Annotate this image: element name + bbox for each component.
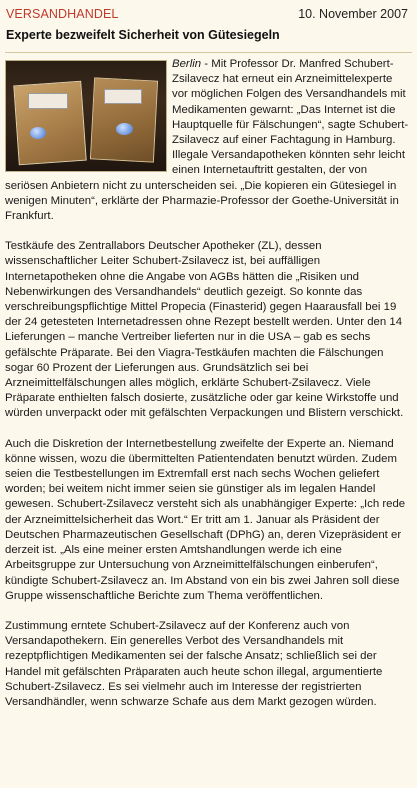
article-header — [5, 6, 412, 25]
paragraph-1-text: - Mit Professor Dr. Manfred Schubert-Zsilavecz hat erneut ein Arzneimittelexperte vor möglichen Folgen des Versandhandels mit Medikamenten gewarnt: „Das Internet ist die Hauptquelle für Fälschungen“, sagte Schubert-Zsilavecz auf einer Fachtagung in Hamburg. Illegale Versandapotheken könnten sehr leicht einen Internetauftritt gestalten, der von seriösen Anbietern nicht zu unterscheiden sei. „Die kopieren ein Gütesiegel in wenigen Minuten“, erklärte der Pharmazie-Professor der Goethe-Universität in Frankfurt. — [5, 58, 409, 223]
paragraph-2: Testkäufe des Zentrallabors Deutscher Apotheker (ZL), dessen wissenschaftlicher Leiter Schubert-Zsilavecz ist, bei auffälligen Internetapotheken ohne die Angabe von AGBs hätten die „Risiken und Nebenwirkungen des Versandhandels“ deutlich gezeigt. So konnte das verschreibungspflichtige Mittel Propecia (Finasterid) gegen Haarausfall bei 19 der 24 getesteten Internetadressen ohne Rezept bestellt werden. Unter den 14 Lieferungen – manche Vertreiber lieferten nur in die USA – gab es sechs gefälschte Präparate. Bei den Viagra-Testkäufen machten die Fälschungen sogar 60 Prozent der Lieferungen aus. Grundsätzlich sei bei Arzneimittelfälschungen alles möglich, erklärte Schubert-Zsilavecz. Viele Präparate enthielten falsch dosierte, zusätzliche oder gar keine Wirkstoffe und würden unverpackt oder mit gefälschten Verpackungen und Blistern verschickt. — [5, 240, 404, 420]
label-tag-right — [104, 89, 142, 104]
pill-icon — [116, 123, 133, 135]
pill-icon — [30, 127, 46, 139]
dateline: Berlin — [172, 58, 202, 70]
medicine-samples-photo — [5, 60, 167, 172]
article-headline: Experte bezweifelt Sicherheit von Gütesiegeln — [6, 28, 280, 42]
label-tag-left — [28, 93, 68, 109]
paragraph-4: Zustimmung erntete Schubert-Zsilavecz auf der Konferenz auch von Versandapothekern. Ein generelles Verbot des Versandhandels mit rezeptpflichtigen Medikamenten sei der falsche Ansatz; schließlich sei der Handel mit gefälschten Präparaten auch heute schon illegal, argumentierte Schubert-Zsilavecz. Es sei vielmehr auch im Interesse der registrierten Versandhändler, wenn schwarze Schafe aus dem Markt gezogen würden. — [5, 619, 383, 708]
publish-date: 10. November 2007 — [298, 7, 408, 21]
header-divider — [5, 52, 412, 53]
article-page — [0, 6, 417, 788]
paragraph-3: Auch die Diskretion der Internetbestellung zweifelte der Experte an. Niemand könne wissen, wozu die übermittelten Patientendaten benutzt würden. Zudem seien die Testbestellungen im Extremfall erst nach sechs Wochen geliefert worden; bei weitem nicht immer seien sie günstiger als im legalen Handel gewesen. Schubert-Zsilavecz versteht sich als unabhängiger Experte: „Ich rede der Arzneimittelsicherheit das Wort.“ Er tritt am 1. Januar als Präsident der Deutschen Pharmazeutischen Gesellschaft (DPhG) an, deren Vizepräsident er derzeit ist. „Als eine meiner ersten Amtshandlungen werde ich eine Arbeitsgruppe zur Untersuchung von Arzneimittelfälschungen einberufen“, kündigte Schubert-Zsilavecz an. Im Abstand von ein bis zwei Jahren soll diese Gruppe wissenschaftliche Berichte zum Thema veröffentlichen. — [5, 437, 406, 602]
rubric-label[interactable]: VERSANDHANDEL — [6, 7, 119, 21]
article-body — [5, 57, 412, 710]
